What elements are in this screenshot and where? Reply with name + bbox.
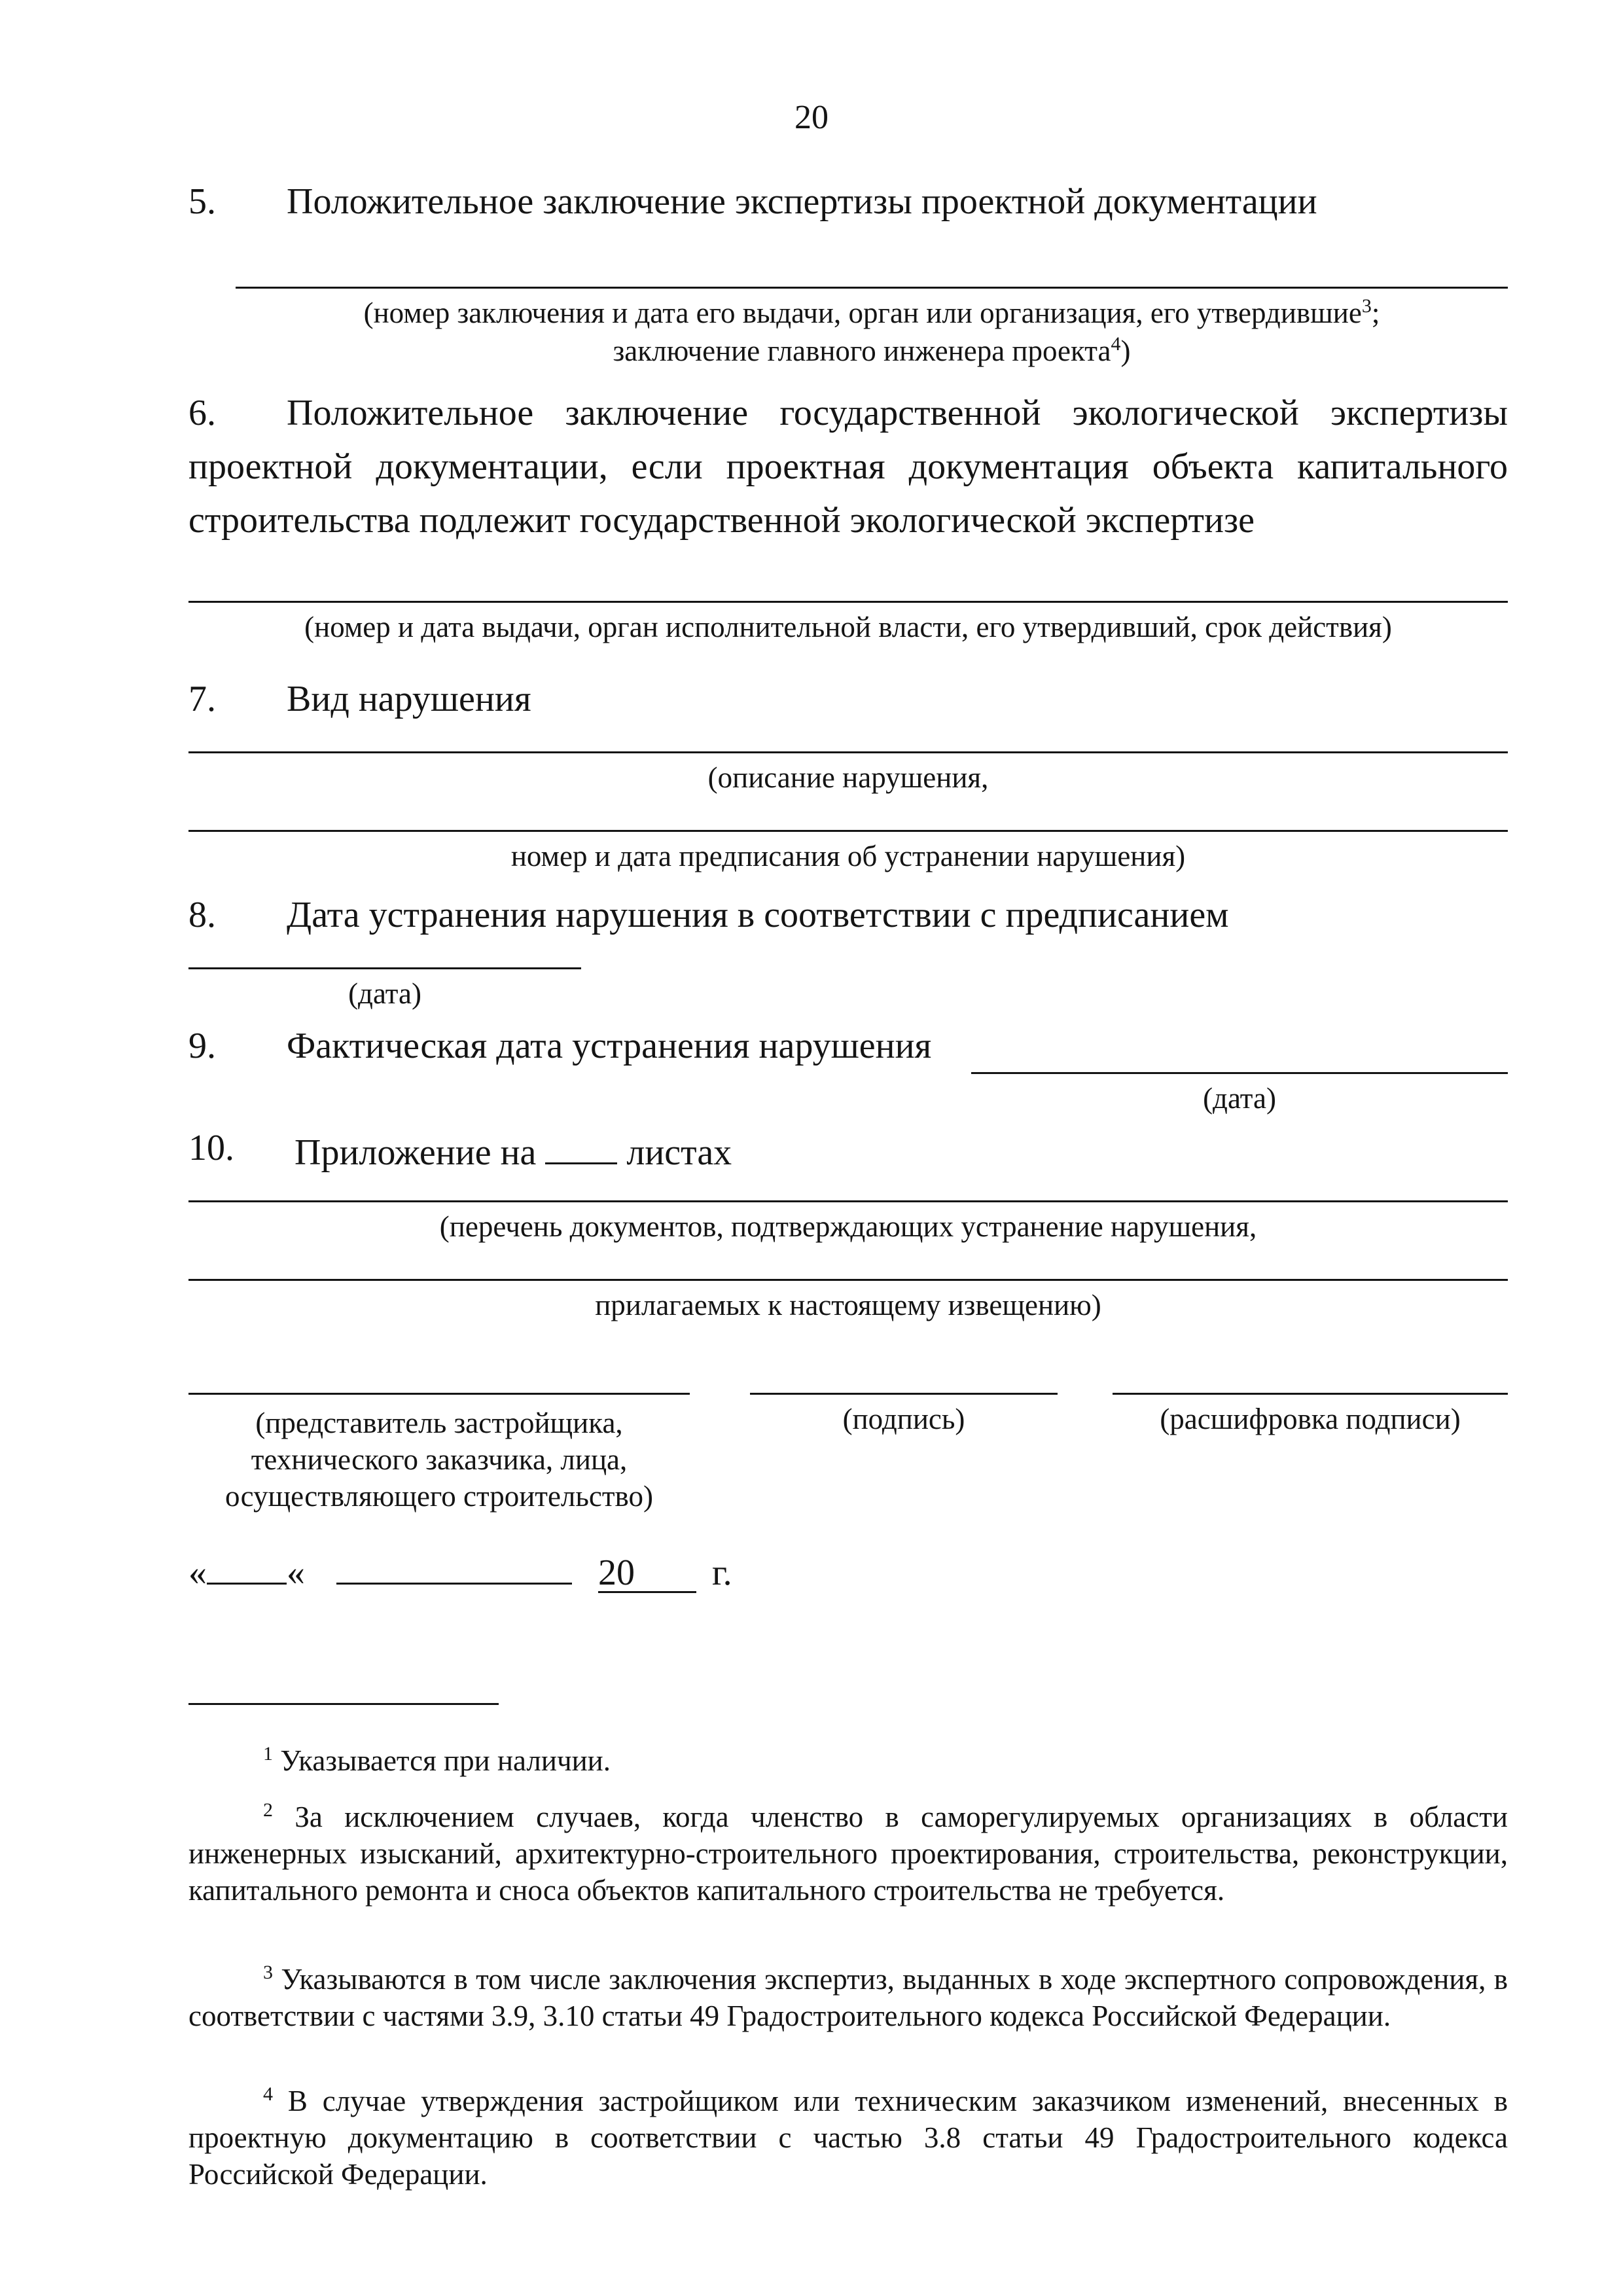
signature-decode-line bbox=[1113, 1393, 1508, 1395]
signature-line bbox=[750, 1393, 1058, 1395]
item10-fill-line2 bbox=[188, 1279, 1508, 1281]
item7-caption2: номер и дата предписания об устранении нарушения) bbox=[510, 840, 1186, 872]
item10-fill-line1 bbox=[188, 1200, 1508, 1202]
page-number: 20 bbox=[794, 99, 829, 136]
date-line: « « 20 г. bbox=[188, 1550, 732, 1593]
item10-caption2: прилагаемых к настоящему извещению) bbox=[595, 1289, 1101, 1321]
footnote-1: $^1$ Указывается при наличии. bbox=[263, 1743, 611, 1777]
item10-pages-blank bbox=[545, 1130, 617, 1164]
footnote-4: $^4$ В случае утверждения застройщиком или техническим заказчиком изменений, внесенных в проектную документацию в соответствии с частью 3.8 статьи 49 Градостроительного кодекса Российской Федерации. bbox=[188, 2083, 1508, 2191]
item8-date-line bbox=[188, 967, 581, 969]
item5-text: Положительное заключение экспертизы проектной документации bbox=[287, 181, 1317, 222]
item8-caption: (дата) bbox=[348, 977, 421, 1010]
signature-decode-caption: (расшифровка подписи) bbox=[1160, 1403, 1461, 1435]
item10-number: 10. bbox=[188, 1128, 234, 1168]
item7-caption1: (описание нарушения, bbox=[707, 761, 989, 794]
item5-fill-line bbox=[236, 287, 1508, 289]
item9-date-line bbox=[971, 1072, 1508, 1074]
item7-fill-line1 bbox=[188, 751, 1508, 753]
item6-caption: (номер и дата выдачи, орган исполнительной власти, его утвердивший, срок действия) bbox=[304, 611, 1392, 643]
footnote-2: $^2$ За исключением случаев, когда членство в саморегулируемых организациях в области инженерных изысканий, архитектурно-строительного проектирования, строительства, реконструкции, капитального ремонта и сноса объектов капитального строительства не требуется. bbox=[188, 1799, 1508, 1907]
signature-caption: (подпись) bbox=[842, 1403, 965, 1435]
item7-number: 7. bbox=[188, 679, 216, 719]
item8-number: 8. bbox=[188, 895, 216, 935]
item7-text: Вид нарушения bbox=[287, 679, 531, 719]
representative-line bbox=[188, 1393, 690, 1395]
item5-number: 5. bbox=[188, 181, 216, 222]
item6-number: 6. bbox=[188, 393, 216, 433]
item6-text: Положительное заключение государственной экологической экспертизы проектной документации, если проектная документация объекта капитального строительства подлежит государственной экологической экспертизе bbox=[188, 393, 1508, 541]
date-day-blank bbox=[207, 1550, 287, 1585]
item5-caption-line1: (номер заключения и дата его выдачи, орган или организация, его утвердившие$^3$; bbox=[363, 295, 1380, 329]
item9-caption: (дата) bbox=[1203, 1082, 1276, 1115]
item10-caption1: (перечень документов, подтверждающих устранение нарушения, bbox=[439, 1210, 1257, 1243]
footnote-separator bbox=[188, 1703, 499, 1705]
date-month-blank bbox=[336, 1550, 572, 1585]
item6-paragraph bbox=[188, 386, 1508, 547]
representative-caption: (представитель застройщика, технического заказчика, лица, осуществляющего строительство) bbox=[225, 1407, 653, 1513]
item9-number: 9. bbox=[188, 1026, 216, 1066]
item10-text: Приложение на листах bbox=[294, 1130, 732, 1171]
item8-text: Дата устранения нарушения в соответствии с предписанием bbox=[287, 895, 1229, 935]
item5-caption-line2: заключение главного инженера проекта$^4$) bbox=[613, 333, 1131, 367]
item6-fill-line bbox=[188, 601, 1508, 603]
item9-text: Фактическая дата устранения нарушения bbox=[287, 1026, 932, 1066]
footnote-3: $^3$ Указываются в том числе заключения экспертиз, выданных в ходе экспертного сопровождения, в соответствии с частями 3.9, 3.10 статьи 49 Градостроительного кодекса Российской Федерации. bbox=[188, 1962, 1508, 2032]
item7-fill-line2 bbox=[188, 830, 1508, 832]
date-year-field: 20 bbox=[598, 1554, 696, 1593]
